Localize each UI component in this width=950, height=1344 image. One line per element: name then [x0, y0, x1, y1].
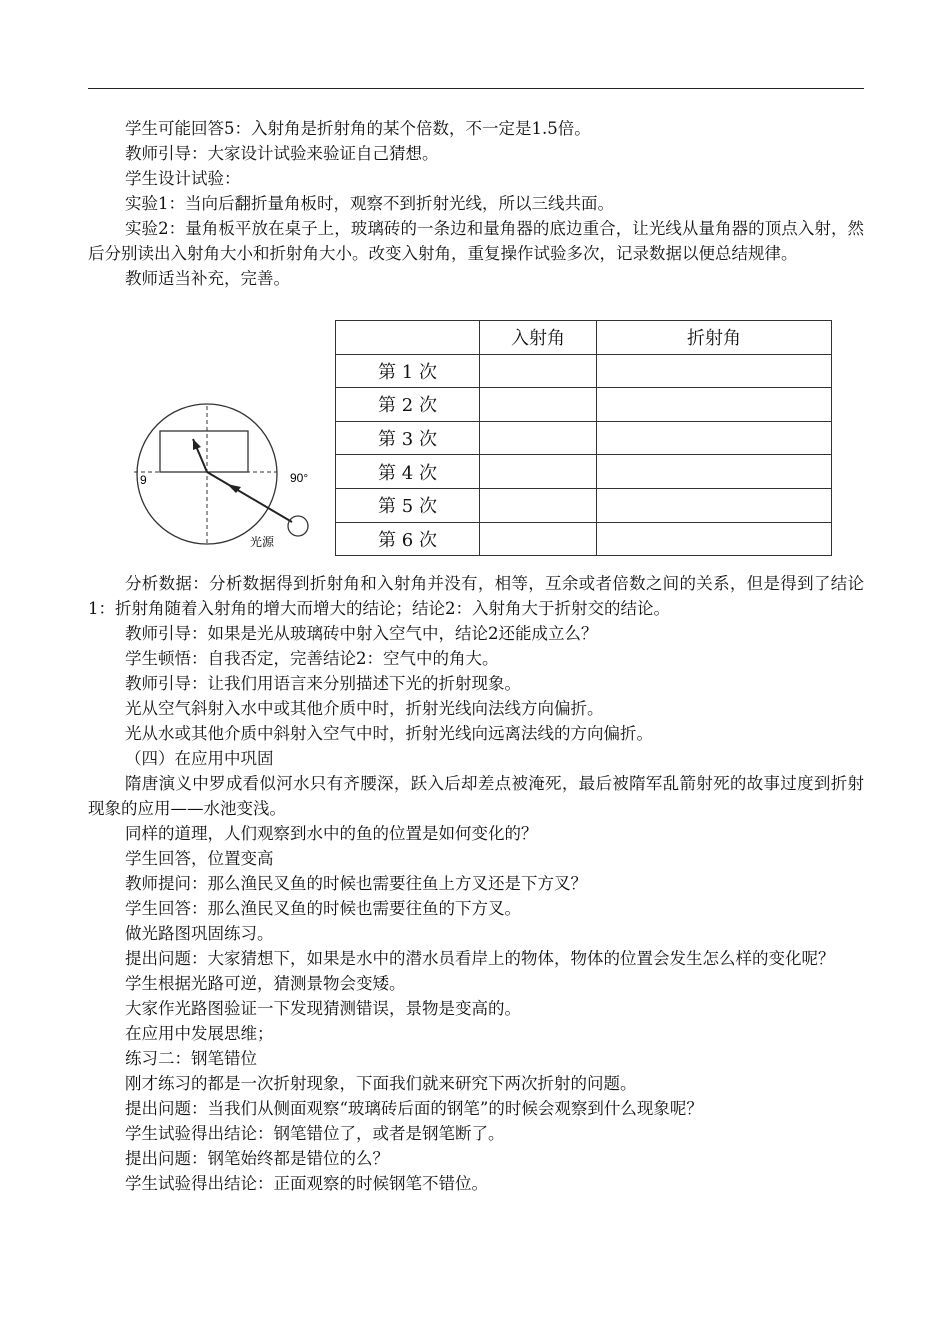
light-source: [288, 516, 308, 536]
paragraph: 在应用中发展思维；: [125, 1024, 274, 1043]
row-label: 第 4 次: [336, 455, 480, 489]
paragraph: 教师引导：让我们用语言来分别描述下光的折射现象。: [125, 674, 521, 693]
paragraph: 提出问题：大家猜想下，如果是水中的潜水员看岸上的物体，物体的位置会发生怎么样的变化呢？: [125, 949, 835, 968]
paragraph: 学生根据光路可逆，猜测景物会变矮。: [125, 974, 406, 993]
data-table: [335, 320, 832, 556]
paragraph: 大家作光路图验证一下发现猜测错误，景物是变高的。: [125, 999, 521, 1018]
refracted-arrow: [193, 439, 201, 450]
paragraph: 做光路图巩固练习。: [125, 924, 274, 943]
table-cell: [597, 455, 832, 489]
paragraph: 学生试验得出结论：钢笔错位了，或者是钢笔断了。: [125, 1124, 505, 1143]
paragraph: 实验1：当向后翻折量角板时，观察不到折射光线，所以三线共面。: [125, 194, 614, 213]
left-degree-label: 9: [140, 473, 147, 487]
header-rule: [88, 88, 864, 89]
text-block-bottom: [88, 571, 864, 1196]
table-cell: [480, 488, 597, 522]
paragraph: 教师适当补充，完善。: [125, 269, 290, 288]
paragraph: 学生设计试验：: [125, 169, 241, 188]
right-degree-label: 90°: [290, 471, 309, 485]
table-cell: [480, 522, 597, 556]
row-label: 第 1 次: [336, 354, 480, 388]
text-block-top: [88, 116, 864, 291]
row-label: 第 3 次: [336, 421, 480, 455]
refraction-diagram: [120, 398, 330, 558]
table-row: [336, 421, 832, 455]
table-row: [336, 455, 832, 489]
table-row: [336, 522, 832, 556]
paragraph: 练习二：钢笔错位: [125, 1049, 257, 1068]
table-cell: [597, 522, 832, 556]
table-row: [336, 388, 832, 422]
table-cell: [480, 455, 597, 489]
paragraph: 教师提问：那么渔民叉鱼的时候也需要往鱼上方叉还是下方叉？: [125, 874, 587, 893]
paragraph: 提出问题：当我们从侧面观察“玻璃砖后面的钢笔”的时候会观察到什么现象呢？: [125, 1099, 703, 1118]
paragraph: 光从空气斜射入水中或其他介质中时，折射光线向法线方向偏折。: [125, 699, 604, 718]
table-row: [336, 354, 832, 388]
table-cell: [597, 421, 832, 455]
paragraph: 学生回答：那么渔民叉鱼的时候也需要往鱼的下方叉。: [125, 899, 521, 918]
paragraph: 教师引导：大家设计试验来验证自己猜想。: [125, 144, 439, 163]
table-cell: [597, 388, 832, 422]
table-cell: [480, 388, 597, 422]
row-label: 第 2 次: [336, 388, 480, 422]
table-header-row: [336, 321, 832, 355]
paragraph: 分析数据：分析数据得到折射角和入射角并没有，相等，互余或者倍数之间的关系，但是得到了结论1：折射角随着入射角的增大而增大的结论；结论2：入射角大于折射交的结论。: [88, 574, 864, 618]
paragraph: 学生顿悟：自我否定，完善结论2：空气中的角大。: [125, 649, 499, 668]
row-label: 第 5 次: [336, 488, 480, 522]
table-header-cell: 折射角: [597, 321, 832, 355]
table-cell: [480, 421, 597, 455]
paragraph: 学生回答，位置变高: [125, 849, 274, 868]
section-heading: （四）在应用中巩固: [125, 749, 274, 768]
table-cell: [597, 488, 832, 522]
paragraph: 教师引导：如果是光从玻璃砖中射入空气中，结论2还能成立么？: [125, 624, 598, 643]
paragraph: 实验2：量角板平放在桌子上，玻璃砖的一条边和量角器的底边重合，让光线从量角器的顶点入射，然后分别读出入射角大小和折射角大小。改变入射角，重复操作试验多次，记录数据以便总结规律。: [88, 219, 864, 263]
protractor-circle: [137, 404, 277, 544]
row-label: 第 6 次: [336, 522, 480, 556]
paragraph: 学生试验得出结论：正面观察的时候钢笔不错位。: [125, 1174, 488, 1193]
table-row: [336, 488, 832, 522]
table-header-cell: [336, 321, 480, 355]
paragraph: 同样的道理，人们观察到水中的鱼的位置是如何变化的？: [125, 824, 538, 843]
paragraph: 隋唐演义中罗成看似河水只有齐腰深，跃入后却差点被淹死，最后被隋军乱箭射死的故事过度到折射现象的应用——水池变浅。: [88, 774, 864, 818]
light-source-label: 光源: [250, 535, 275, 549]
incident-ray: [207, 472, 292, 522]
paragraph: 刚才练习的都是一次折射现象，下面我们就来研究下两次折射的问题。: [125, 1074, 637, 1093]
table-cell: [597, 354, 832, 388]
paragraph: 学生可能回答5：入射角是折射角的某个倍数，不一定是1.5倍。: [125, 119, 591, 138]
table-header-cell: 入射角: [480, 321, 597, 355]
paragraph: 提出问题：钢笔始终都是错位的么？: [125, 1149, 389, 1168]
paragraph: 光从水或其他介质中斜射入空气中时，折射光线向远离法线的方向偏折。: [125, 724, 653, 743]
table-cell: [480, 354, 597, 388]
